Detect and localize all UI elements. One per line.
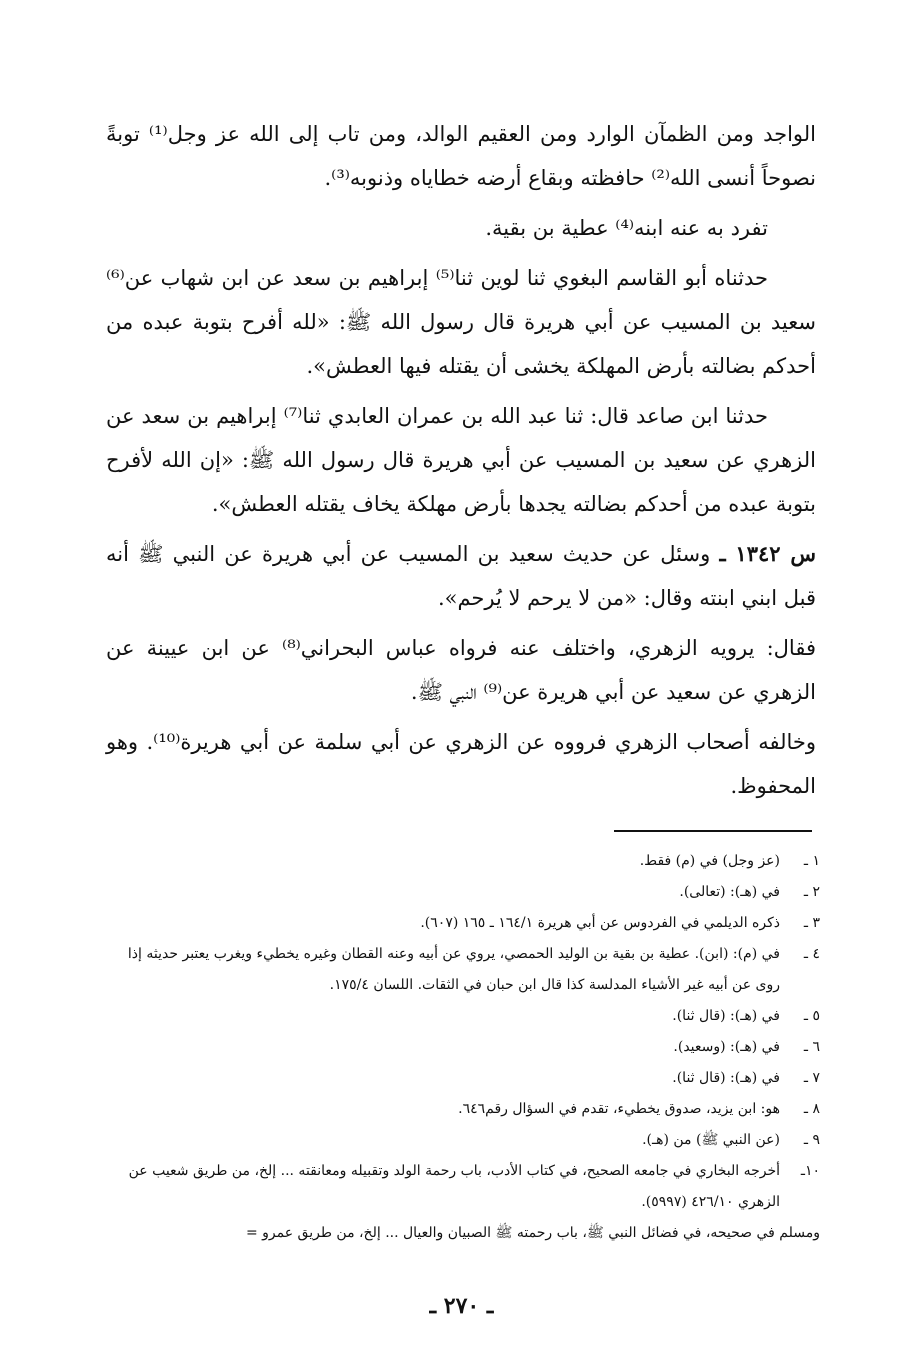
footnote-number: ٨ ـ bbox=[803, 1101, 820, 1117]
question-paragraph bbox=[106, 532, 816, 620]
footnote-text: في (هـ): (قال ثنا). bbox=[672, 1008, 780, 1024]
footnote-number: ٤ ـ bbox=[803, 946, 820, 962]
footnote-text: في (هـ): (قال ثنا). bbox=[672, 1070, 780, 1086]
paragraph: حدثنا ابن صاعد قال: ثنا عبد الله بن عمران العابدي ثنا⁽⁷⁾ إبراهيم بن سعد عن الزهري عن سعيد بن المسيب عن أبي هريرة قال رسول الله ﷺ: «إن الله لأفرح بتوبة عبده من أحدكم بضالته يجدها بأرض مهلكة يخاف يقتله العطش». bbox=[106, 404, 816, 516]
footnote-item bbox=[108, 908, 820, 939]
footnote-item bbox=[108, 1094, 820, 1125]
paragraph: حدثناه أبو القاسم البغوي ثنا لوين ثنا⁽⁵⁾ إبراهيم بن سعد عن ابن شهاب عن⁽⁶⁾ سعيد بن المسيب عن أبي هريرة قال رسول الله ﷺ: «لله أفرح بتوبة عبده من أحدكم بضالته بأرض المهلكة يخشى أن يقتله فيها العطش». bbox=[106, 266, 816, 378]
footnote-text: هو: ابن يزيد، صدوق يخطيء، تقدم في السؤال رقم٦٤٦. bbox=[458, 1101, 780, 1117]
footnotes bbox=[108, 846, 820, 1249]
footnote-text: أخرجه البخاري في جامعه الصحيح، في كتاب الأدب، باب رحمة الولد وتقبيله ومعانقته ... إلخ، من طريق شعيب عن الزهري ٤٢٦/١٠ (٥٩٩٧). bbox=[128, 1163, 780, 1210]
footnote-number: ٩ ـ bbox=[803, 1132, 820, 1148]
paragraph: فقال: يرويه الزهري، واختلف عنه فرواه عباس البحراني⁽⁸⁾ عن ابن عيينة عن الزهري عن سعيد عن أبي هريرة عن⁽⁹⁾ النبي ﷺ. bbox=[106, 636, 816, 704]
footnote-number: ٦ ـ bbox=[803, 1039, 820, 1055]
footnote-item bbox=[108, 1125, 820, 1156]
footnote-item bbox=[108, 1063, 820, 1094]
paragraph: تفرد به عنه ابنه⁽⁴⁾ عطية بن بقية. bbox=[485, 216, 768, 240]
footnote-number: ٧ ـ bbox=[803, 1070, 820, 1086]
page-number: ـ ٢٧٠ ـ bbox=[429, 1293, 494, 1319]
footnote-divider bbox=[614, 830, 812, 832]
question-text: وسئل عن حديث سعيد بن المسيب عن أبي هريرة عن النبي ﷺ أنه قبل ابني ابنته وقال: «من لا يرحم لا يُرحم». bbox=[106, 542, 816, 610]
footnote-text: في (م): (ابن). عطية بن بقية بن الوليد الحمصي، يروي عن أبيه وعنه القطان وغيره يخطيء ويغرب يعتبر حديثه إذا روى عن أبيه غير الأشياء المدلسة كذا قال ابن حبان في الثقات. اللسان ١٧٥/٤. bbox=[127, 946, 780, 993]
footnote-text: في (هـ): (تعالى). bbox=[679, 884, 780, 900]
footnote-item bbox=[108, 1032, 820, 1063]
footnote-item bbox=[108, 939, 820, 1001]
footnote-number: ١٠ـ bbox=[800, 1163, 820, 1179]
footnote-number: ١ ـ bbox=[803, 853, 820, 869]
footnote-number: ٣ ـ bbox=[803, 915, 820, 931]
footnote-item bbox=[108, 846, 820, 877]
footnote-text: ذكره الديلمي في الفردوس عن أبي هريرة ١٦٤/١ ـ ١٦٥ (٦٠٧). bbox=[420, 915, 780, 931]
question-number: س ١٣٤٢ ـ bbox=[719, 541, 817, 566]
footnote-text: (عن النبي ﷺ) من (هـ). bbox=[642, 1132, 780, 1148]
footnote-item bbox=[108, 1156, 820, 1218]
footnote-item bbox=[108, 877, 820, 908]
footnote-item bbox=[108, 1001, 820, 1032]
paragraph: الواجد ومن الظمآن الوارد ومن العقيم الوالد، ومن تاب إلى الله عز وجل⁽¹⁾ توبةً نصوحاً أنسى الله⁽²⁾ حافظته وبقاع أرضه خطاياه وذنوبه⁽³⁾. bbox=[106, 122, 817, 190]
footnote-text: (عز وجل) في (م) فقط. bbox=[639, 853, 780, 869]
footnote-number: ٥ ـ bbox=[803, 1008, 820, 1024]
main-text bbox=[106, 112, 816, 814]
paragraph: وخالفه أصحاب الزهري فرووه عن الزهري عن أبي سلمة عن أبي هريرة⁽¹⁰⁾. وهو المحفوظ. bbox=[106, 730, 817, 798]
footnote-text: في (هـ): (وسعيد). bbox=[673, 1039, 780, 1055]
footnote-continuation: ومسلم في صحيحه، في فضائل النبي ﷺ، باب رحمته ﷺ الصبيان والعيال ... إلخ، من طريق عمرو = bbox=[245, 1225, 820, 1241]
footnote-number: ٢ ـ bbox=[803, 884, 820, 900]
